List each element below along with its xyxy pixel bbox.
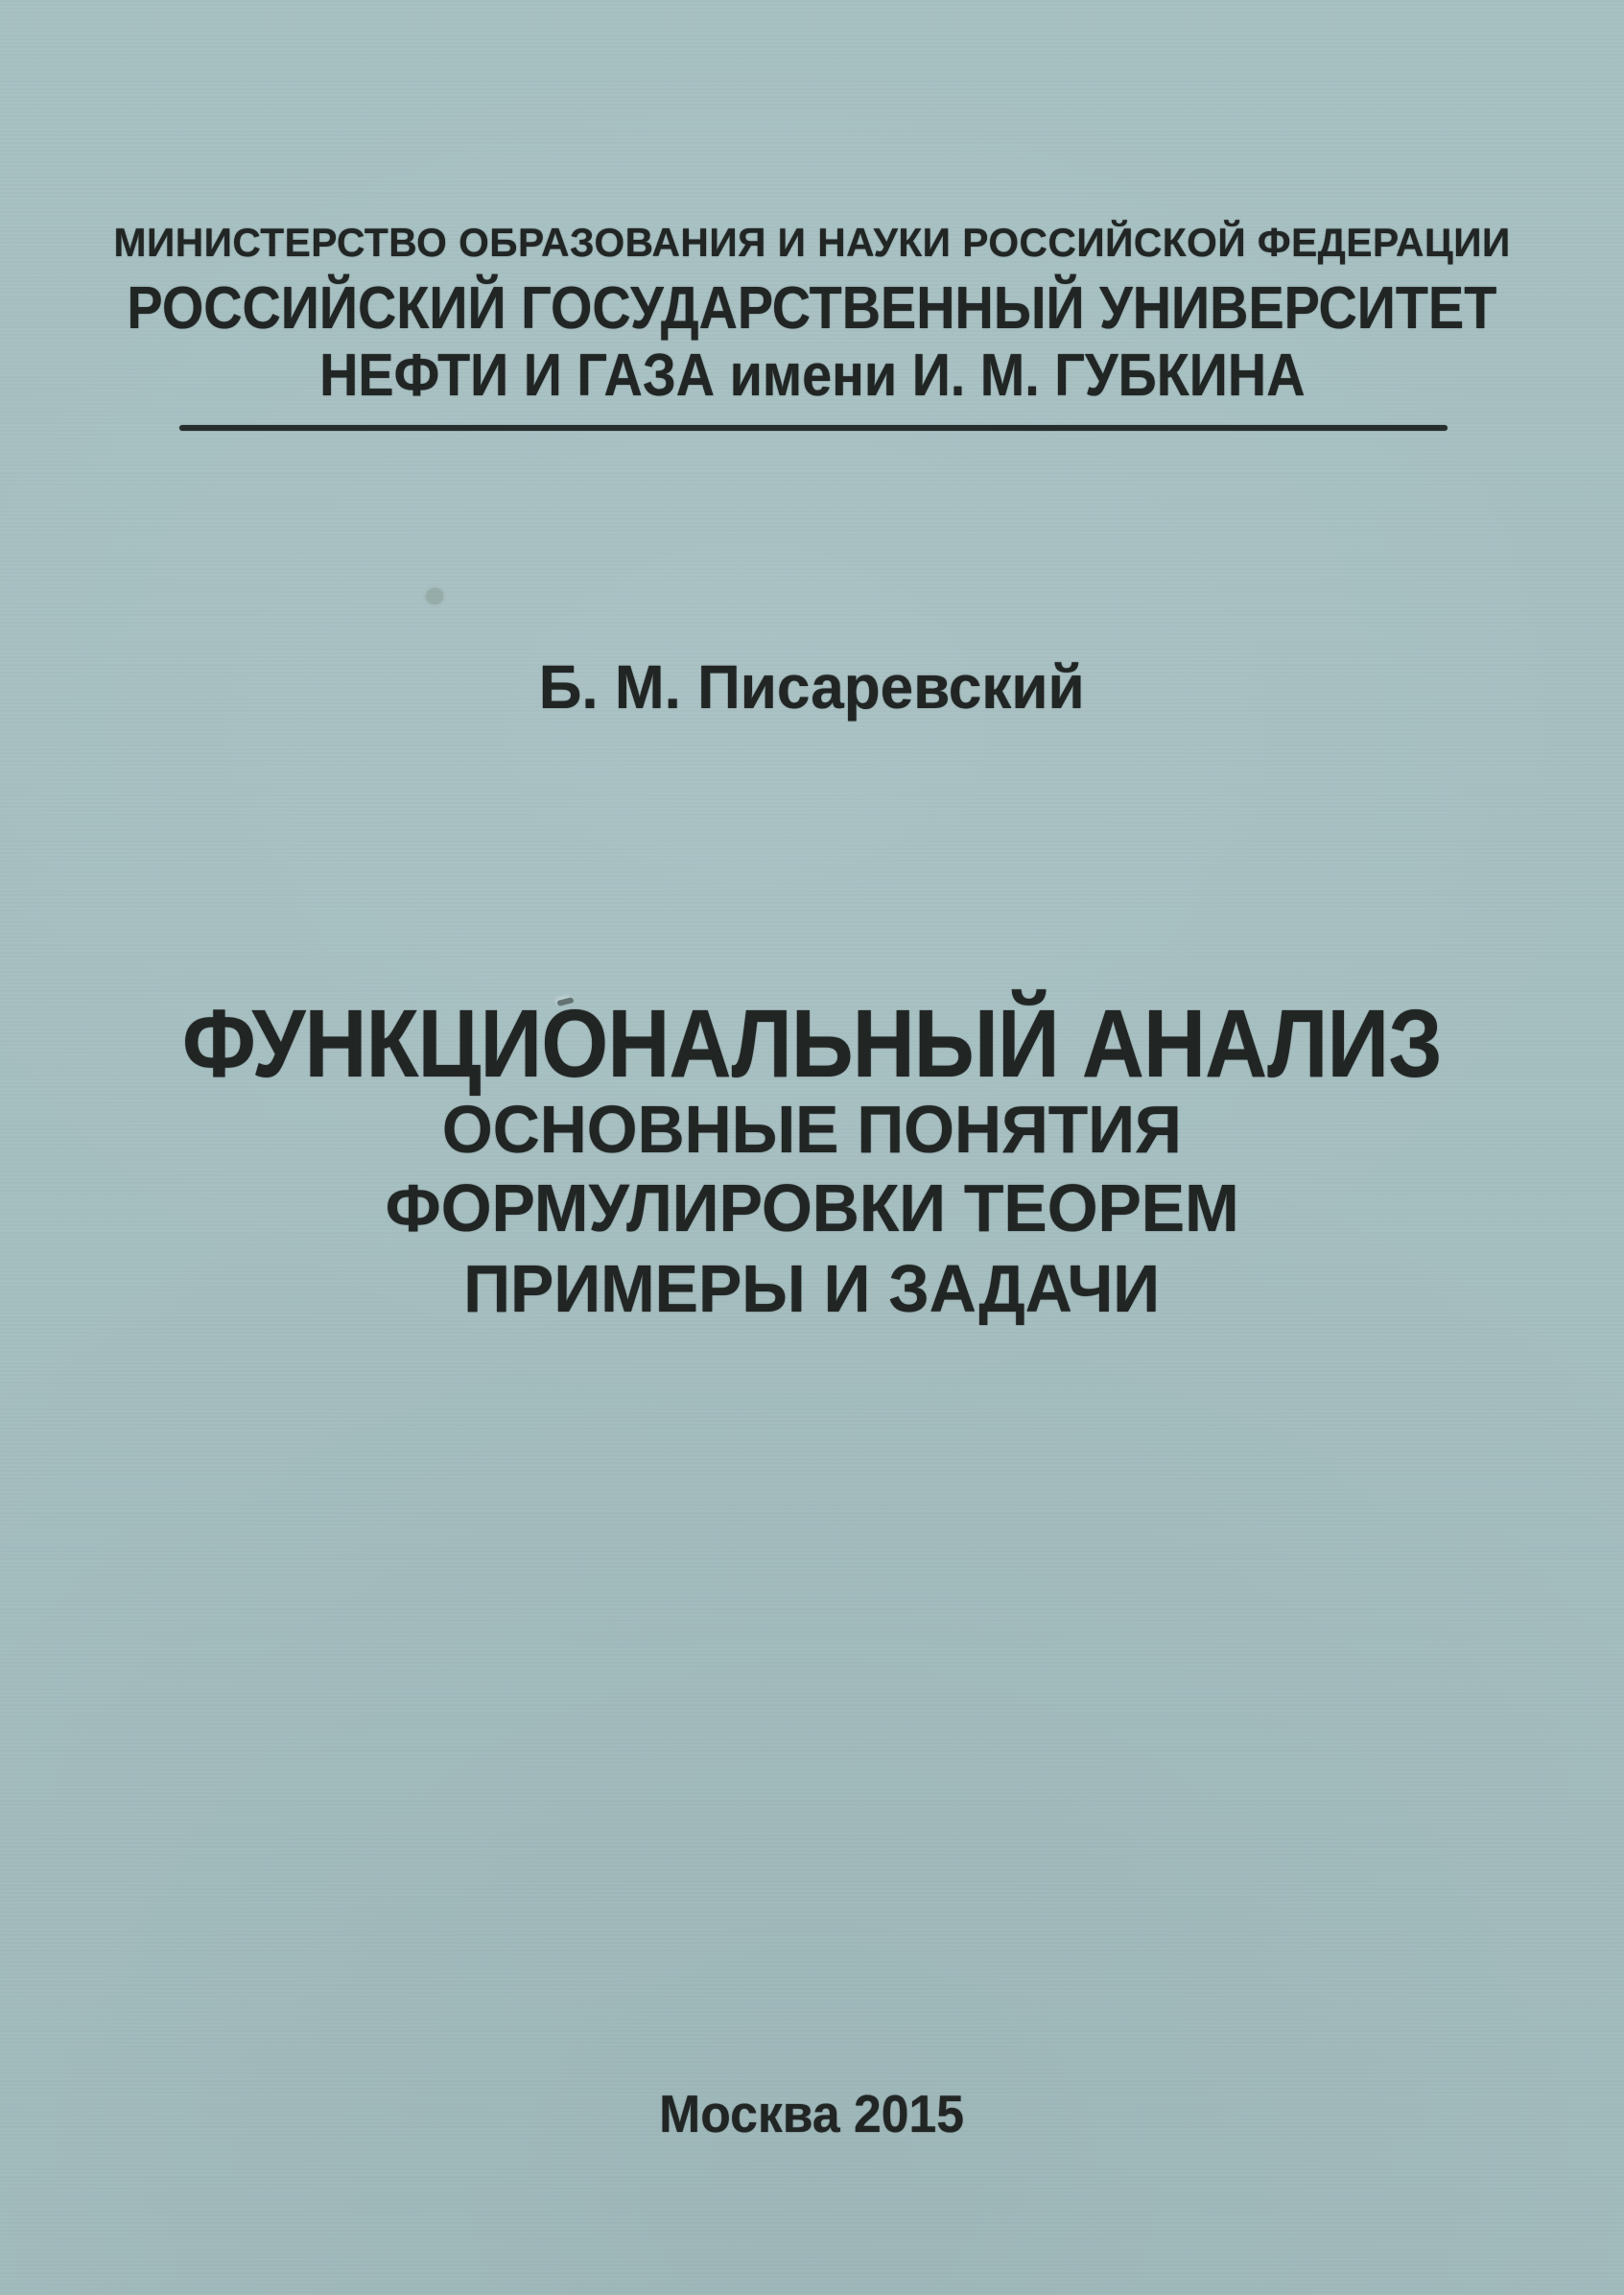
author-name-text: Б. М. Писаревский [539, 652, 1085, 722]
subtitle-text-1: ОСНОВНЫЕ ПОНЯТИЯ [442, 1092, 1182, 1167]
ministry-line [0, 220, 1624, 265]
subtitle-line-1 [0, 1092, 1624, 1167]
university-name-line-1 [0, 275, 1624, 342]
header-divider-line [179, 425, 1447, 431]
book-title [0, 990, 1624, 1098]
university-name-text-2: НЕФТИ И ГАЗА имени И. М. ГУБКИНА [318, 343, 1306, 409]
scan-artifact-spot [426, 588, 443, 604]
university-name-text-1: РОССИЙСКИЙ ГОСУДАРСТВЕННЫЙ УНИВЕРСИТЕТ [127, 275, 1497, 342]
subtitle-text-3: ПРИМЕРЫ И ЗАДАЧИ [463, 1251, 1161, 1326]
imprint-line [0, 2084, 1624, 2143]
author-line [0, 652, 1624, 722]
university-name-line-2 [0, 343, 1624, 409]
subtitle-line-2 [0, 1171, 1624, 1245]
imprint-city-year-text: Москва 2015 [659, 2084, 965, 2143]
book-title-text: ФУНКЦИОНАЛЬНЫЙ АНАЛИЗ [182, 990, 1442, 1098]
subtitle-line-3 [0, 1251, 1624, 1326]
subtitle-text-2: ФОРМУЛИРОВКИ ТЕОРЕМ [385, 1171, 1239, 1245]
ministry-text: МИНИСТЕРСТВО ОБРАЗОВАНИЯ И НАУКИ РОССИЙСКОЙ ФЕДЕРАЦИИ [113, 220, 1511, 265]
